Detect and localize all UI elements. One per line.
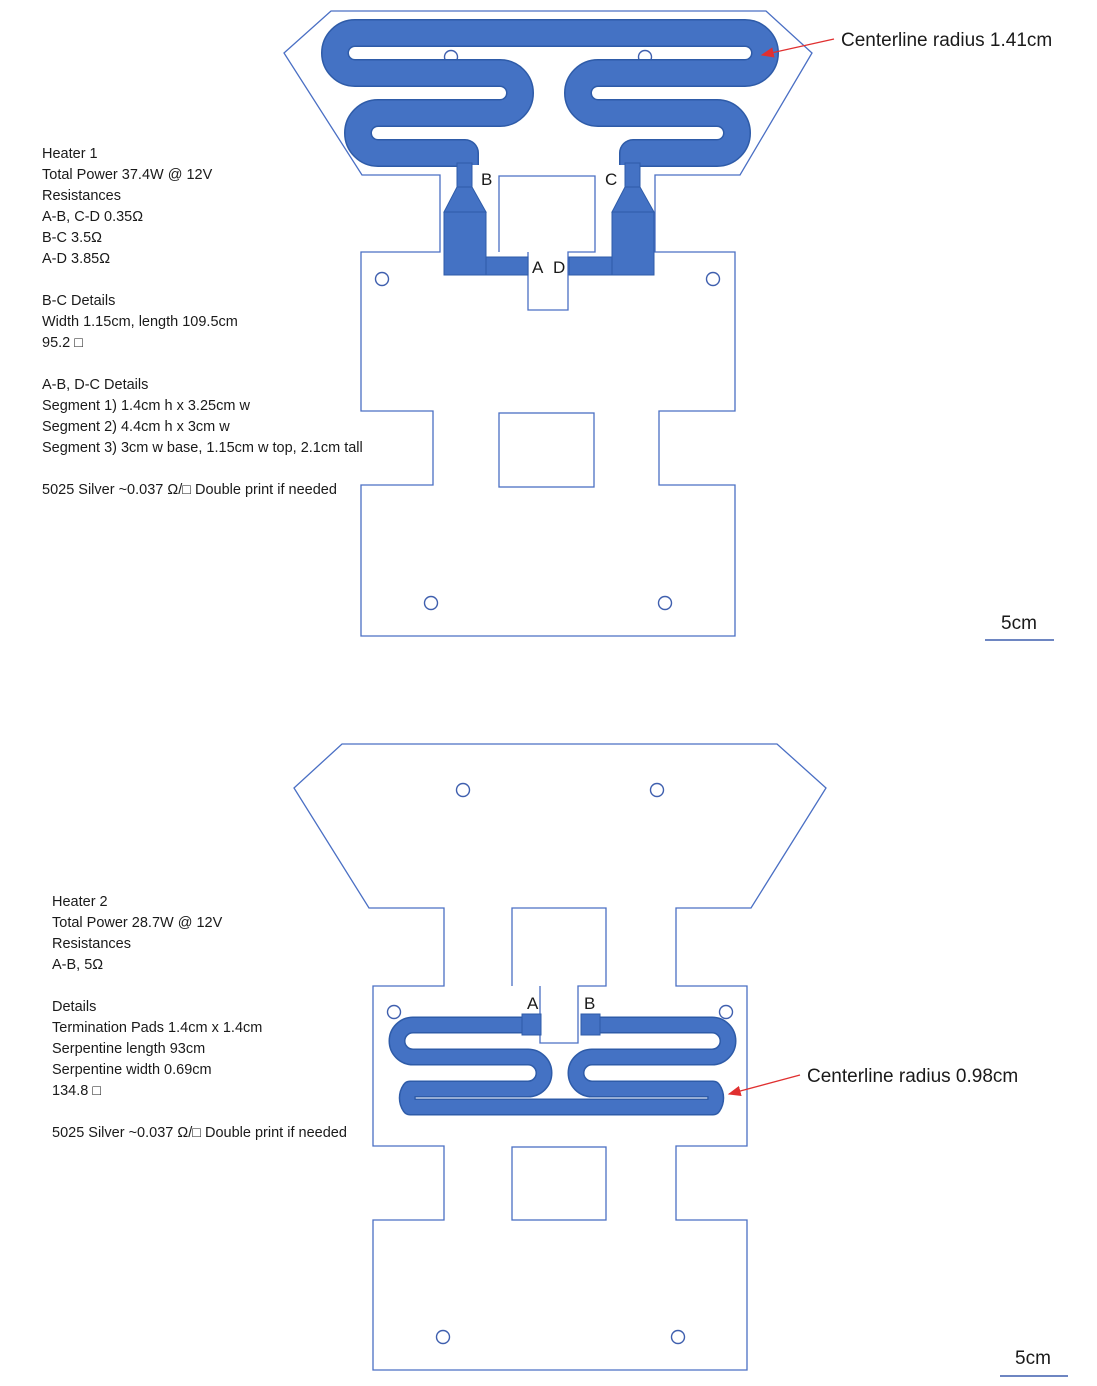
heater2-note-line: 134.8 □ bbox=[52, 1083, 102, 1099]
heater1-note-line: 5025 Silver ~0.037 Ω/□ Double print if needed bbox=[42, 482, 337, 498]
scale-bar-label: 5cm bbox=[1001, 613, 1037, 634]
heater2-note-line: Termination Pads 1.4cm x 1.4cm bbox=[52, 1020, 263, 1036]
heater1-center-slot bbox=[499, 176, 595, 310]
heater2-note-line: 5025 Silver ~0.037 Ω/□ Double print if needed bbox=[52, 1125, 347, 1141]
heater1-note-line: A-D 3.85Ω bbox=[42, 251, 111, 267]
heater2-note-line: Serpentine length 93cm bbox=[52, 1041, 206, 1057]
heater2-note-line: Serpentine width 0.69cm bbox=[52, 1062, 212, 1078]
terminal-label-a: A bbox=[527, 994, 539, 1013]
termination-pad-b bbox=[581, 1014, 600, 1035]
heater1-window bbox=[499, 413, 594, 487]
heater1-note-line: B-C Details bbox=[42, 293, 116, 309]
heater1-note-line: A-B, D-C Details bbox=[42, 377, 149, 393]
heater2-window bbox=[512, 1147, 606, 1220]
heater2-board-outline bbox=[294, 744, 826, 1370]
mounting-hole bbox=[388, 1006, 401, 1019]
terminal-label-b: B bbox=[481, 170, 493, 189]
mounting-hole bbox=[707, 273, 720, 286]
heater2-note-line: Resistances bbox=[52, 936, 131, 952]
centerline-radius-callout: Centerline radius 0.98cm bbox=[807, 1066, 1019, 1087]
mounting-hole bbox=[376, 273, 389, 286]
heater1-note-line: B-C 3.5Ω bbox=[42, 230, 102, 246]
heater2-note-line: Total Power 28.7W @ 12V bbox=[52, 915, 223, 931]
terminal-label-b: B bbox=[584, 994, 596, 1013]
heater1-note-line: Segment 3) 3cm w base, 1.15cm w top, 2.1cm tall bbox=[42, 440, 363, 456]
scale-bar-label: 5cm bbox=[1015, 1348, 1051, 1369]
terminal-label-c: C bbox=[605, 170, 618, 189]
heater1-note-line: Total Power 37.4W @ 12V bbox=[42, 167, 213, 183]
heater2-note-line: Details bbox=[52, 999, 97, 1015]
mounting-hole bbox=[425, 597, 438, 610]
heater2-serpentine-trace bbox=[397, 1025, 728, 1107]
heater1-note-line: A-B, C-D 0.35Ω bbox=[42, 209, 144, 225]
callout-arrow bbox=[729, 1075, 800, 1094]
heater1-note-line: Heater 1 bbox=[42, 146, 98, 162]
heater1-note-line: 95.2 □ bbox=[42, 335, 84, 351]
heater1-serpentine-trace bbox=[335, 33, 765, 165]
mounting-hole bbox=[651, 784, 664, 797]
heater1-note-line: Resistances bbox=[42, 188, 121, 204]
heater2-board bbox=[294, 744, 1068, 1376]
heater1-note-line: Segment 1) 1.4cm h x 3.25cm w bbox=[42, 398, 250, 414]
terminal-label-a: A bbox=[532, 258, 544, 277]
heater1-note-line: Width 1.15cm, length 109.5cm bbox=[42, 314, 238, 330]
centerline-radius-callout: Centerline radius 1.41cm bbox=[841, 30, 1053, 51]
termination-pad-a bbox=[522, 1014, 541, 1035]
heater1-note-line: Segment 2) 4.4cm h x 3cm w bbox=[42, 419, 230, 435]
heater1-board bbox=[284, 11, 1054, 640]
heater2-note-line: Heater 2 bbox=[52, 894, 108, 910]
heater2-note-line: A-B, 5Ω bbox=[52, 957, 104, 973]
terminal-label-d: D bbox=[553, 258, 566, 277]
mounting-hole bbox=[720, 1006, 733, 1019]
mounting-hole bbox=[457, 784, 470, 797]
mounting-hole bbox=[437, 1331, 450, 1344]
mounting-hole bbox=[672, 1331, 685, 1344]
mounting-hole bbox=[659, 597, 672, 610]
